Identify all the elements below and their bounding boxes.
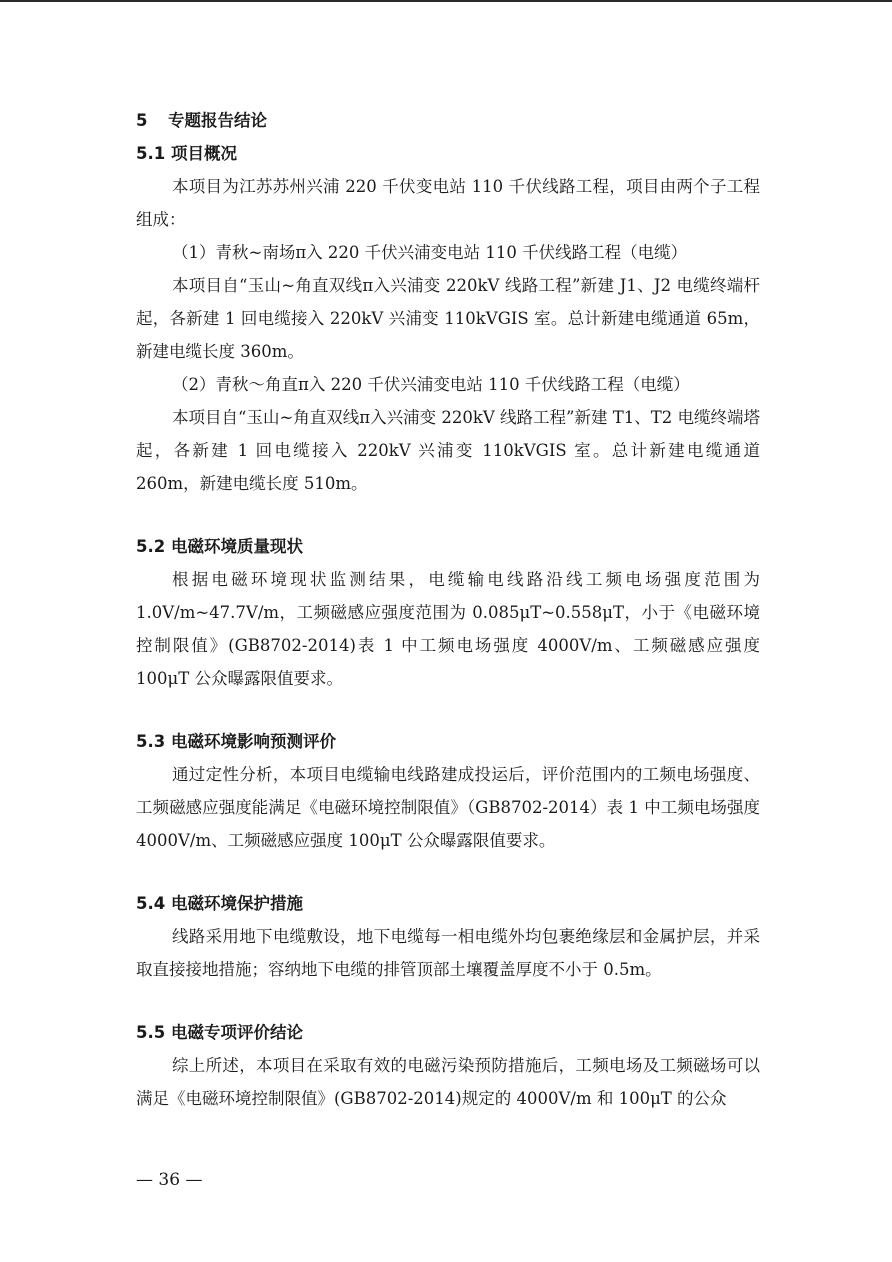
subsection-heading-5-1: 5.1 项目概况 [136, 144, 237, 163]
spacer [136, 986, 760, 1016]
page-number: — 36 — [136, 1170, 203, 1190]
document-page [136, 104, 760, 1115]
spacer [136, 695, 760, 725]
paragraph: （1）青秋~南场π入 220 千伏兴浦变电站 110 千伏线路工程（电缆） [172, 243, 688, 262]
paragraph: 线路采用地下电缆敷设，地下电缆每一相电缆外均包裹绝缘层和金属护层，并采取直接接地措施；容纳地下电缆的排管顶部土壤覆盖厚度不小于 0.5m。 [136, 927, 760, 979]
paragraph: （2）青秋～角直π入 220 千伏兴浦变电站 110 千伏线路工程（电缆） [172, 375, 690, 394]
page-top-border [0, 0, 892, 2]
paragraph: 本项目自“玉山~角直双线π入兴浦变 220kV 线路工程”新建 T1、T2 电缆终端塔起，各新建 1 回电缆接入 220kV 兴浦变 110kVGIS 室。总计新建电缆通道 260m，新建电缆长度 510m。 [136, 408, 760, 493]
subsection-heading-5-5: 5.5 电磁专项评价结论 [136, 1023, 303, 1042]
paragraph: 根据电磁环境现状监测结果，电缆输电线路沿线工频电场强度范围为 1.0V/m~47.7V/m，工频磁感应强度范围为 0.085μT~0.558μT，小于《电磁环境控制限值》(GB8702-2014)表 1 中工频电场强度 4000V/m、工频磁感应强度 100μT 公众曝露限值要求。 [136, 570, 760, 688]
spacer [136, 857, 760, 887]
section-heading [136, 104, 760, 137]
section-title: 专题报告结论 [168, 111, 267, 130]
paragraph: 通过定性分析，本项目电缆输电线路建成投运后，评价范围内的工频电场强度、工频磁感应强度能满足《电磁环境控制限值》（GB8702-2014）表 1 中工频电场强度 4000V/m、工频磁感应强度 100μT 公众曝露限值要求。 [136, 765, 760, 850]
paragraph: 本项目自“玉山~角直双线π入兴浦变 220kV 线路工程”新建 J1、J2 电缆终端杆起，各新建 1 回电缆接入 220kV 兴浦变 110kVGIS 室。总计新建电缆通道 65m，新建电缆长度 360m。 [136, 276, 760, 361]
paragraph: 本项目为江苏苏州兴浦 220 千伏变电站 110 千伏线路工程，项目由两个子工程组成： [136, 177, 760, 229]
subsection-heading-5-2: 5.2 电磁环境质量现状 [136, 537, 303, 556]
section-number: 5 [136, 111, 148, 130]
subsection-heading-5-3: 5.3 电磁环境影响预测评价 [136, 732, 336, 751]
subsection-heading-5-4: 5.4 电磁环境保护措施 [136, 894, 303, 913]
spacer [136, 500, 760, 530]
paragraph: 综上所述，本项目在采取有效的电磁污染预防措施后，工频电场及工频磁场可以满足《电磁环境控制限值》(GB8702-2014)规定的 4000V/m 和 100μT 的公众 [136, 1056, 760, 1108]
